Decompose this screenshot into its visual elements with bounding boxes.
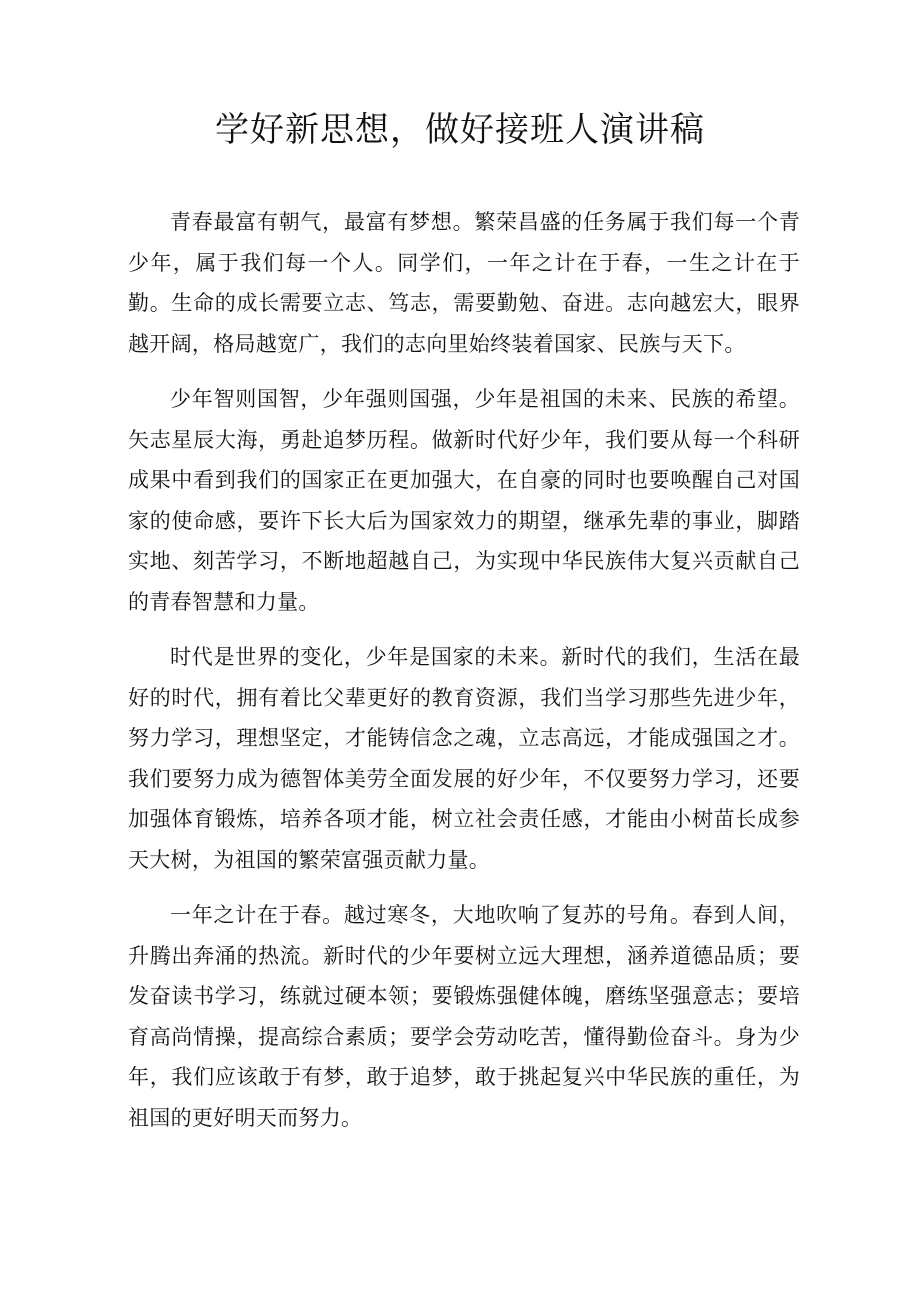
paragraph-2: 少年智则国智，少年强则国强，少年是祖国的未来、民族的希望。矢志星辰大海，勇赴追梦历程。做新时代好少年，我们要从每一个科研成果中看到我们的国家正在更加强大，在自豪的同时也要唤醒自己对国家的使命感，要许下长大后为国家效力的期望，继承先辈的事业，脚踏实地、刻苦学习，不断地超越自己，为实现中华民族伟大复兴贡献自己的青春智慧和力量。 — [128, 387, 800, 614]
document-title: 学好新思想，做好接班人演讲稿 — [215, 110, 705, 150]
paragraph-1: 青春最富有朝气，最富有梦想。繁荣昌盛的任务属于我们每一个青少年，属于我们每一个人。同学们，一年之计在于春，一生之计在于勤。生命的成长需要立志、笃志，需要勤勉、奋进。志向越宏大，眼界越开阔，格局越宽广，我们的志向里始终装着国家、民族与天下。 — [128, 210, 800, 356]
paragraph-3: 时代是世界的变化，少年是国家的未来。新时代的我们，生活在最好的时代，拥有着比父辈更好的教育资源，我们当学习那些先进少年，努力学习，理想坚定，才能铸信念之魂，立志高远，才能成强国之才。我们要努力成为德智体美劳全面发展的好少年，不仅要努力学习，还要加强体育锻炼，培养各项才能，树立社会责任感，才能由小树苗长成参天大树，为祖国的繁荣富强贡献力量。 — [128, 645, 800, 872]
paragraph-4: 一年之计在于春。越过寒冬，大地吹响了复苏的号角。春到人间，升腾出奔涌的热流。新时代的少年要树立远大理想，涵养道德品质；要发奋读书学习，练就过硬本领；要锻炼强健体魄，磨练坚强意志；要培育高尚情操，提高综合素质；要学会劳动吃苦，懂得勤俭奋斗。身为少年，我们应该敢于有梦，敢于追梦，敢于挑起复兴中华民族的重任，为祖国的更好明天而努力。 — [128, 903, 800, 1130]
document-body — [128, 202, 800, 1153]
